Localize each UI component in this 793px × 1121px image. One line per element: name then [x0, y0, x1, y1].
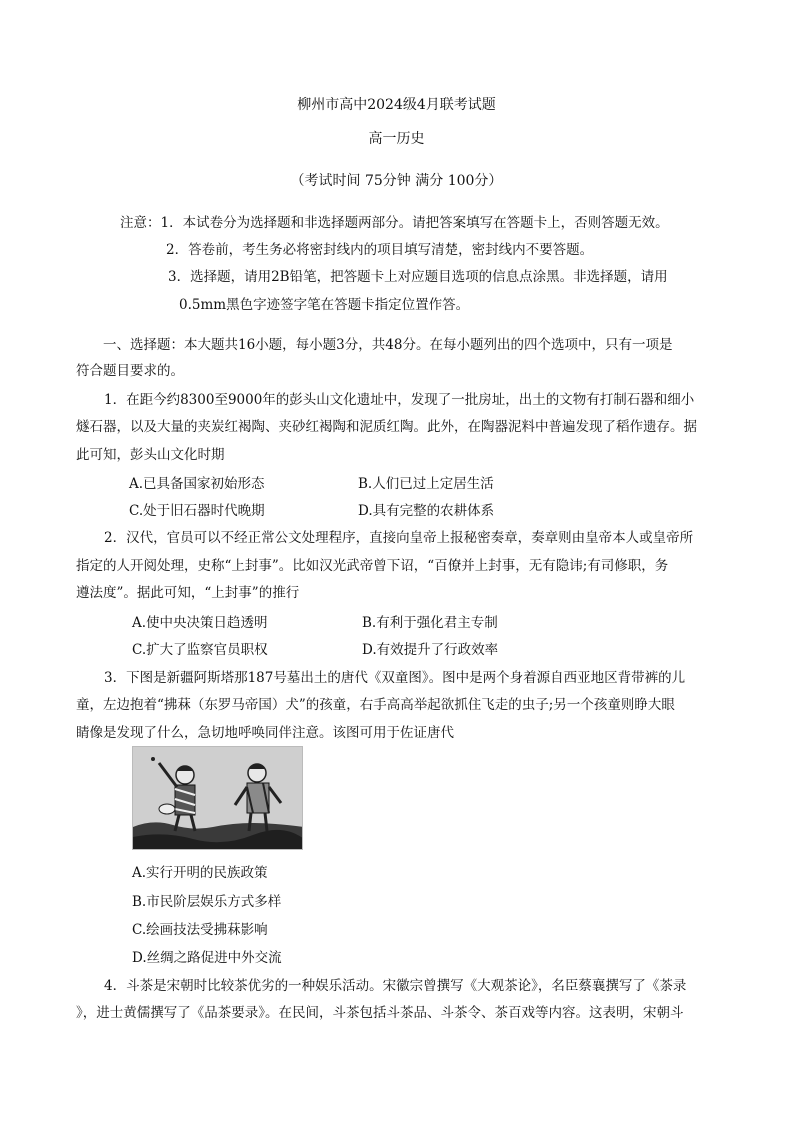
q1-line-2: 燧石器，以及大量的夹炭红褐陶、夹砂红褐陶和泥质红陶。此外，在陶器泥料中普遍发现了稻作遗存。据: [76, 419, 697, 435]
q4-line-2: 》，进士黄儒撰写了《品茶要录》。在民间，斗茶包括斗茶品、斗茶令、茶百戏等内容。这表明，宋朝斗: [76, 1005, 684, 1021]
two-children-painting-icon: [132, 746, 303, 850]
q1-line-1: 1．在距今约8300至9000年的彭头山文化遗址中，发现了一批房址，出土的文物有打制石器和细小: [104, 392, 695, 408]
q3-line-3: 睛像是发现了什么，急切地呼唤同伴注意。该图可用于佐证唐代: [76, 725, 454, 741]
note-line-3: 3．选择题，请用2B铅笔，把答题卡上对应题目选项的信息点涂黑。非选择题，请用: [168, 269, 668, 285]
q3-option-b: B.市民阶层娱乐方式多样: [132, 894, 282, 910]
q1-option-c: C.处于旧石器时代晚期: [129, 503, 265, 519]
q1-option-d: D.具有完整的农耕体系: [358, 503, 495, 519]
exam-title: 柳州市高中2024级4月联考试题: [297, 97, 496, 113]
q3-option-a: A.实行开明的民族政策: [132, 865, 268, 881]
q1-option-a: A.已具备国家初始形态: [129, 476, 265, 492]
section-line-2: 符合题目要求的。: [76, 363, 184, 379]
q3-option-d: D.丝绸之路促进中外交流: [132, 950, 282, 966]
q3-line-2: 童，左边抱着“拂菻（东罗马帝国）犬”的孩童，右手高高举起欲抓住飞走的虫子;另一个孩童则睁大眼: [76, 697, 675, 713]
q4-line-1: 4．斗茶是宋朝时比较茶优劣的一种娱乐活动。宋徽宗曾撰写《大观茶论》，名臣蔡襄撰写了《茶录: [104, 978, 687, 994]
section-line-1: 一、选择题：本大题共16小题，每小题3分，共48分。在每小题列出的四个选项中，只有一项是: [103, 337, 673, 353]
note-line-1: 注意：1．本试卷分为选择题和非选择题两部分。请把答案填写在答题卡上，否则答题无效。: [120, 215, 669, 231]
exam-info: （考试时间 75分钟 满分 100分）: [290, 173, 503, 189]
note-line-2: 2．答卷前，考生务必将密封线内的项目填写清楚，密封线内不要答题。: [166, 242, 594, 258]
q2-option-c: C.扩大了监察官员职权: [132, 642, 268, 658]
note-line-4: 0.5mm黑色字迹签字笔在答题卡指定位置作答。: [179, 297, 470, 313]
q2-line-2: 指定的人开阅处理，史称“上封事”。比如汉光武帝曾下诏，“百僚并上封事，无有隐讳;有司修职，务: [76, 558, 669, 574]
q2-line-1: 2．汉代，官员可以不经正常公文处理程序，直接向皇帝上报秘密奏章，奏章则由皇帝本人或皇帝所: [104, 530, 694, 546]
q2-option-d: D.有效提升了行政效率: [362, 642, 499, 658]
q2-option-a: A.使中央决策日趋透明: [132, 615, 268, 631]
q2-option-b: B.有利于强化君主专制: [362, 615, 498, 631]
q1-line-3: 此可知，彭头山文化时期: [76, 447, 225, 463]
q3-option-c: C.绘画技法受拂菻影响: [132, 922, 268, 938]
q2-line-3: 遵法度”。据此可知，“上封事”的推行: [76, 585, 300, 601]
q1-option-b: B.人们已过上定居生活: [358, 476, 494, 492]
exam-subject: 高一历史: [368, 131, 425, 147]
q3-line-1: 3．下图是新疆阿斯塔那187号墓出土的唐代《双童图》。图中是两个身着源自西亚地区背带裤的儿: [104, 670, 686, 686]
